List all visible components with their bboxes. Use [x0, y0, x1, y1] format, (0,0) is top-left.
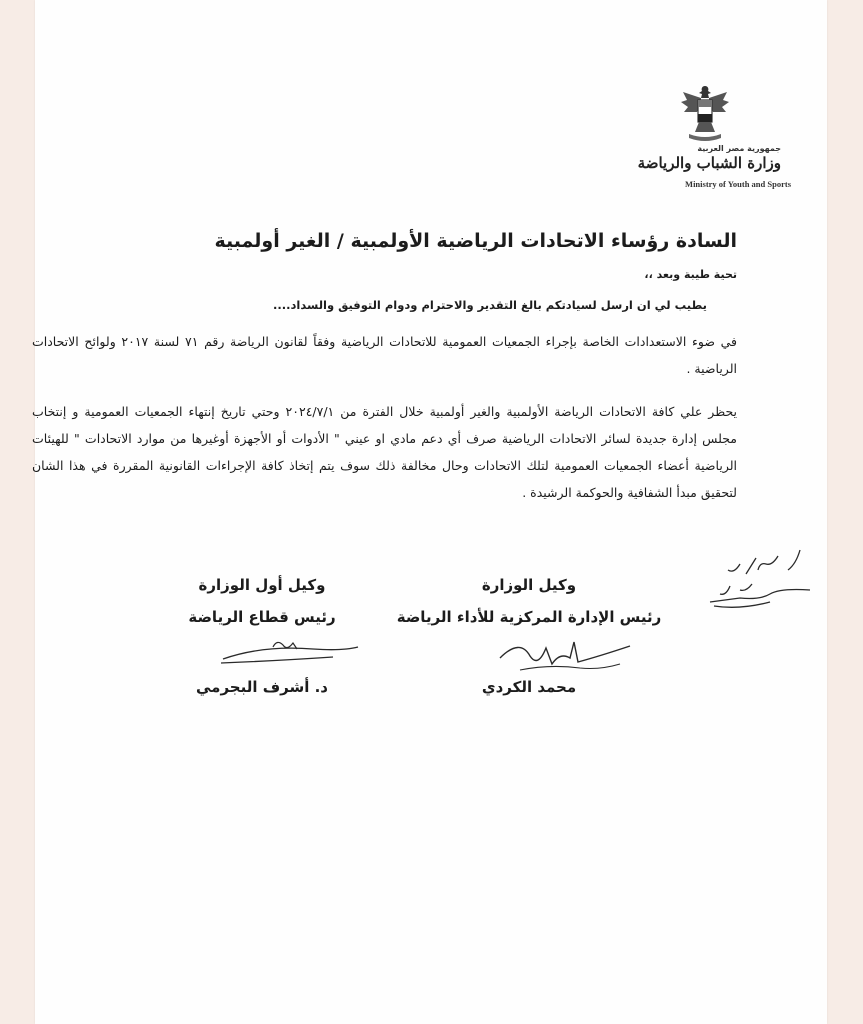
signatory-left: [167, 576, 357, 696]
signature-left-handwritten: [213, 635, 363, 670]
initials-handwritten-mark: [700, 540, 820, 615]
letter-greeting: تحية طيبة وبعد ،،: [644, 268, 737, 281]
letter-page: [32, 0, 827, 1024]
letterhead-country: جمهورية مصر العربية: [697, 144, 781, 153]
signatory-left-title: وكيل أول الوزارة: [198, 576, 326, 594]
letter-recipient: السادة رؤساء الاتحادات الرياضية الأولمبية / الغير أولمبية: [214, 230, 737, 252]
signatory-right-position: رئيس الإدارة المركزية للأداء الرياضة: [396, 608, 662, 626]
letterhead-ministry-name: وزارة الشباب والرياضة: [637, 154, 781, 172]
signatory-left-name: د. أشرف البجرمي: [196, 678, 328, 696]
signatory-right-name: محمد الكردي: [481, 678, 577, 696]
ministry-letterhead: [635, 82, 795, 192]
signature-right-handwritten: [490, 628, 640, 683]
letter-paragraph-1: في ضوء الاستعدادات الخاصة بإجراء الجمعيات العمومية للاتحادات الرياضية وفقاً لقانون الرياضة رقم ٧١ لسنة ٢٠١٧ ولوائح الاتحادات الرياضية .: [32, 334, 738, 376]
signatory-left-position: رئيس قطاع الرياضة: [188, 608, 336, 626]
egypt-eagle-emblem-icon: [675, 82, 735, 144]
letter-paragraph-2: يحظر علي كافة الاتحادات الرياضة الأولمبية والغير أولمبية خلال الفترة من ٢٠٢٤/٧/١ وحتي تاريخ إنتهاء الجمعيات العمومية و إنتخاب مجلس إدارة جديدة لسائر الاتحادات الرياضية صرف أي دعم مادي او عيني " الأدوات أو الأجهزة أوغيرها من موارد الاتحادات " للهيئات الرياضية أعضاء الجمعيات العمومية لتلك الاتحادات وحال مخالفة ذلك سوف يتم إتخاذ كافة الإجراءات القانونية المقررة في هذا الشان لتحقيق مبدأ الشفافية والحوكمة الرشيدة .: [32, 404, 738, 500]
signatory-right-title: وكيل الوزارة: [481, 576, 577, 594]
letterhead-ministry-english: Ministry of Youth and Sports: [685, 179, 791, 189]
letter-opening: يطيب لي ان ارسل لسيادتكم بالغ التقدير والاحترام ودوام التوفيق والسداد....: [273, 298, 707, 312]
